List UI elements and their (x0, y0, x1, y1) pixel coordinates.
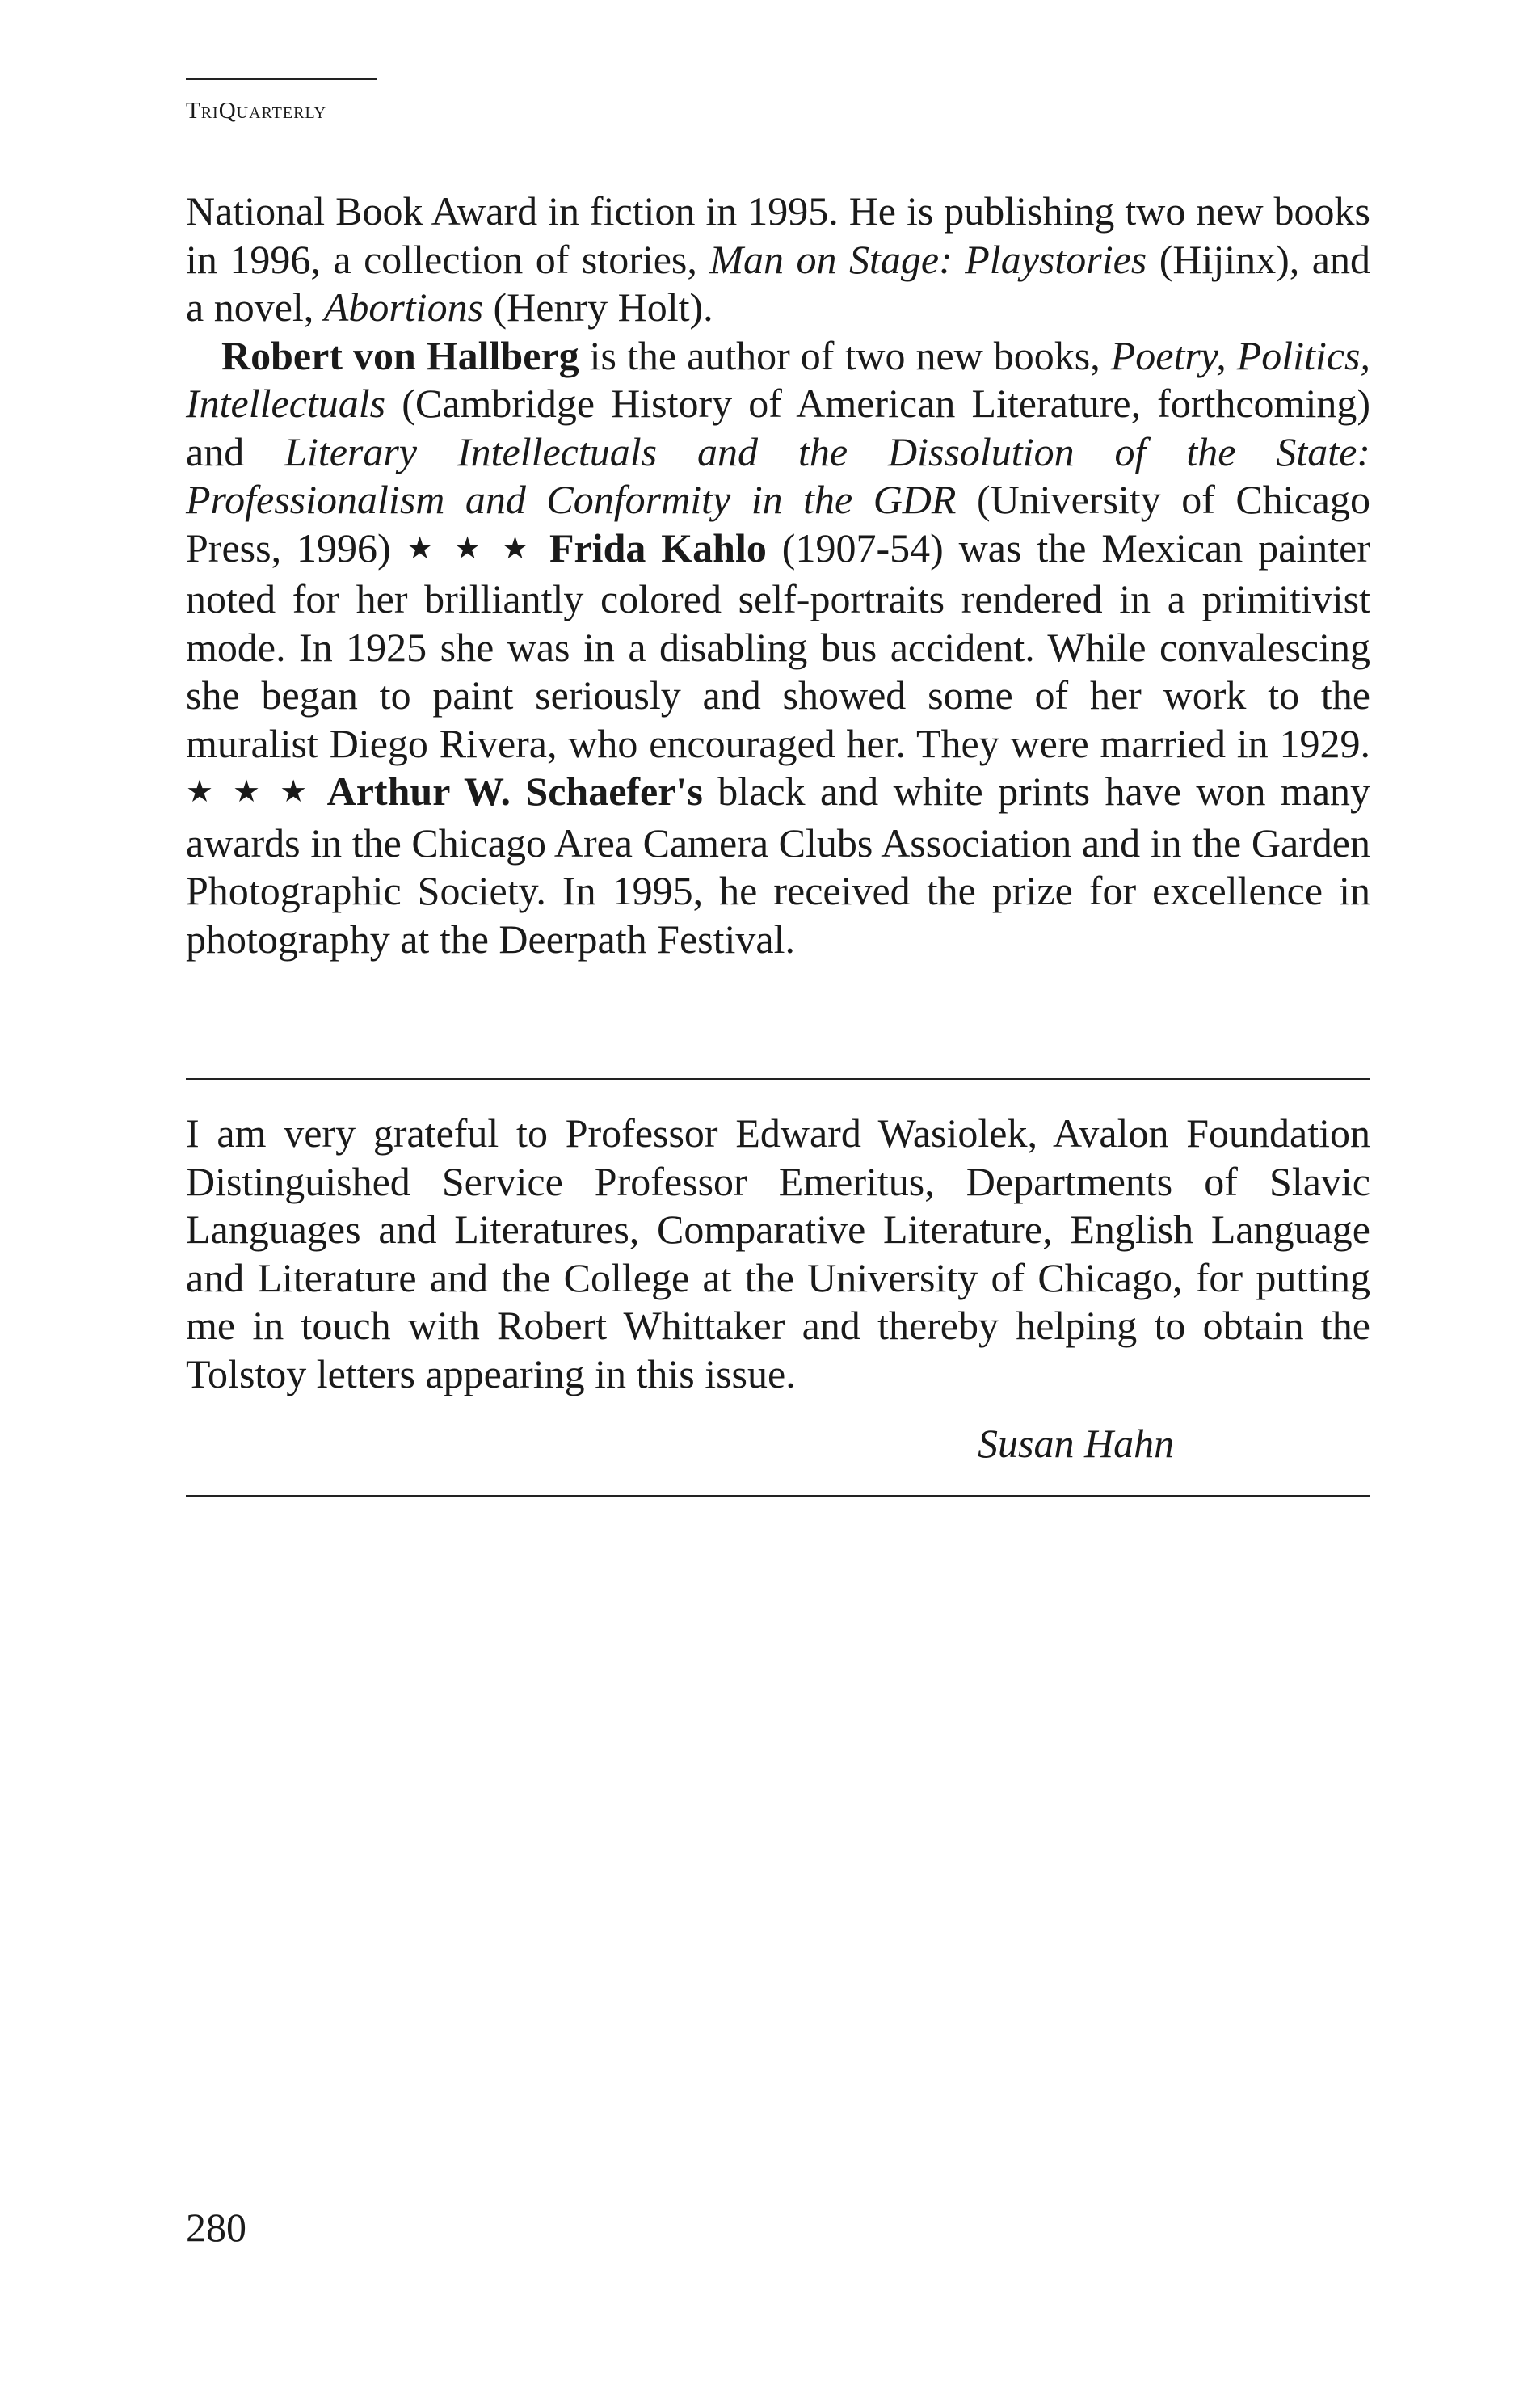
hallberg-text-1: is the author of two new books, (579, 332, 1111, 378)
star-separator-1: ★ ★ ★ (406, 529, 535, 566)
kahlo-text: (1907-54) was the Mexican painter noted for her brilliantly colored self-portraits rendered in a primitivist mode. In 1925 she was in a disabling bus accident. While convalescing she began to paint seriously and showed some of her work to the muralist Diego Rivera, who encouraged her. They were married in 1929. (186, 524, 1371, 766)
p1-title-man-on-stage: Man on Stage: Playstories (709, 236, 1147, 282)
running-head (186, 78, 377, 124)
hallberg-title-1: Poetry, Politics, Intellectuals (186, 332, 1370, 426)
star-separator-2: ★ ★ ★ (186, 773, 313, 809)
running-head-text: TriQuarterly (186, 98, 327, 124)
p1-end-text: (Henry Holt). (483, 284, 713, 330)
p1-title-abortions: Abortions (323, 284, 484, 330)
paragraph-book-award (186, 187, 1370, 332)
acknowledgment-text: I am very grateful to Professor Edward Wasiolek, Avalon Foundation Distinguished Service Professor Emeritus, Departments of Slavic Languages and Literatures, Comparative Literature, English Language and Literature and the College at the University of Chicago, for putting me in touch with Robert Whittaker and thereby helping to obtain the Tolstoy letters appearing in this issue. (186, 1110, 1370, 1396)
page-number: 280 (186, 2205, 246, 2250)
hallberg-title-2: Literary Intellectuals and the Dissolution of the State: Professionalism and Conformity in the GDR (186, 428, 1371, 522)
paragraph-bios (186, 332, 1370, 964)
schaefer-text: black and white prints have won many awards in the Chicago Area Camera Clubs Association and in the Garden Photographic Society. In 1995, he received the prize for excellence in photography at the Deerpath Festival. (186, 769, 1371, 962)
name-hallberg: Robert von Hallberg (221, 332, 579, 378)
divider-bottom (186, 1495, 1370, 1497)
hallberg-text-2: (Cambridge History of American Literature, forthcoming) and (186, 381, 1370, 474)
p1-text: National Book Award in fiction in 1995. He is publishing two new books in 1996, a collection of stories, (186, 188, 1370, 282)
name-schaefer: Arthur W. Schaefer's (326, 769, 703, 814)
p1-mid-text: (Hijinx), and a novel, (186, 236, 1370, 330)
name-kahlo: Frida Kahlo (549, 524, 767, 571)
hallberg-text-3: (University of Chicago Press, 1996) (186, 477, 1370, 571)
acknowledgment (186, 1110, 1370, 1398)
divider-top (186, 1078, 1370, 1080)
contributor-notes (186, 187, 1370, 963)
signature: Susan Hahn (978, 1421, 1175, 1466)
